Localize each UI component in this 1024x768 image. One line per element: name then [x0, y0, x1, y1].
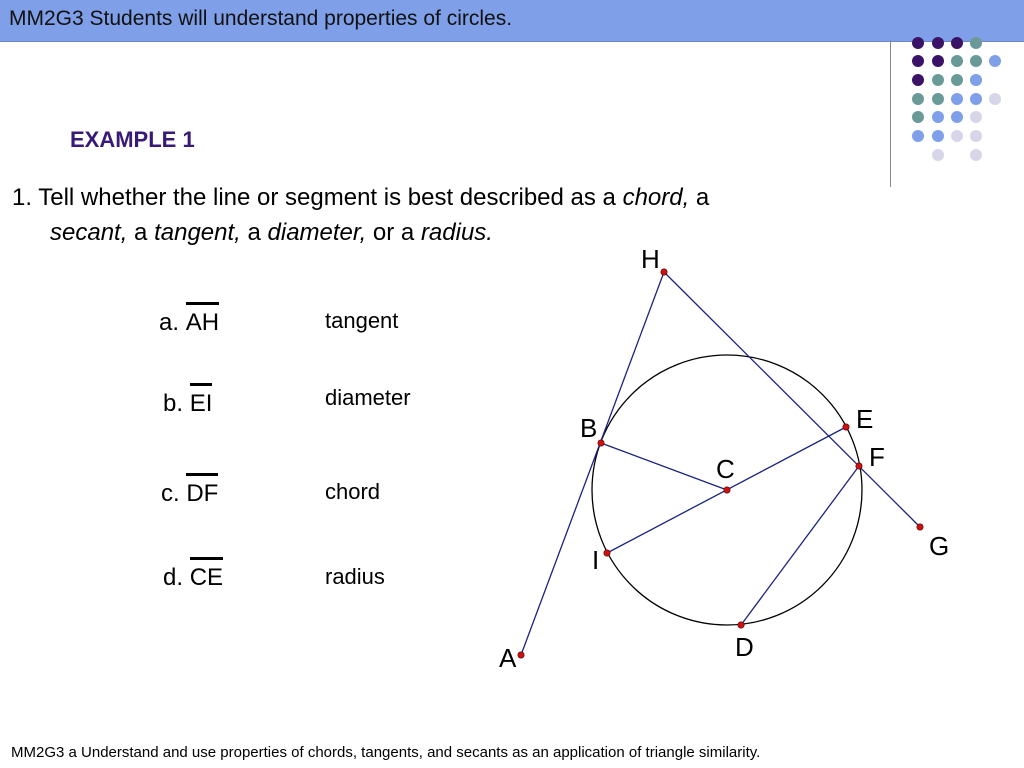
label-b: B	[580, 413, 598, 443]
label-h: H	[641, 244, 660, 274]
label-c: C	[716, 454, 735, 484]
question-text: a	[689, 184, 710, 211]
term-secant: secant,	[50, 219, 128, 246]
point-f	[856, 463, 862, 469]
item-prefix: c.	[161, 480, 187, 507]
tangent-line-ah	[521, 272, 664, 655]
label-a: A	[499, 643, 517, 673]
item-prefix: a.	[159, 309, 186, 336]
item-prefix: d.	[163, 564, 190, 591]
question-text: a	[240, 219, 268, 246]
example-heading: EXAMPLE 1	[70, 127, 195, 152]
segment-label-ce: CE	[189, 564, 224, 591]
label-f: F	[869, 442, 885, 472]
point-h	[661, 269, 667, 275]
question-text: 1. Tell whether the line or segment is best described as a	[12, 184, 623, 211]
chord-df	[741, 466, 859, 625]
label-d: D	[735, 632, 754, 662]
slide-title: MM2G3 Students will understand properties of circles.	[9, 7, 513, 30]
point-e	[843, 424, 849, 430]
term-radius: radius.	[420, 219, 493, 246]
segment-label-ei: EI	[189, 390, 213, 417]
label-e: E	[856, 404, 874, 434]
term-chord: chord,	[622, 184, 690, 211]
segment-label-df: DF	[186, 480, 219, 507]
point-g	[917, 524, 923, 530]
question-text: or a	[366, 219, 421, 246]
item-prefix: b.	[163, 390, 190, 417]
point-d	[738, 622, 744, 628]
label-g: G	[929, 531, 950, 561]
term-tangent: tangent,	[154, 219, 241, 246]
secant-line-hg	[664, 272, 920, 527]
point-c	[724, 487, 730, 493]
answer-a: tangent	[325, 308, 399, 333]
label-i: I	[592, 545, 600, 575]
segment-bc	[601, 443, 727, 490]
term-diameter: diameter,	[267, 219, 367, 246]
segment-label-ah: AH	[185, 309, 220, 336]
answer-c: chord	[325, 479, 381, 504]
point-b	[598, 440, 604, 446]
answer-b: diameter	[325, 385, 411, 410]
question-text: a	[127, 219, 155, 246]
footer-standard: MM2G3 a Understand and use properties of chords, tangents, and secants as an application of triangle similarity.	[11, 744, 761, 761]
answer-d: radius	[325, 564, 385, 589]
point-i	[604, 550, 610, 556]
point-a	[518, 652, 524, 658]
